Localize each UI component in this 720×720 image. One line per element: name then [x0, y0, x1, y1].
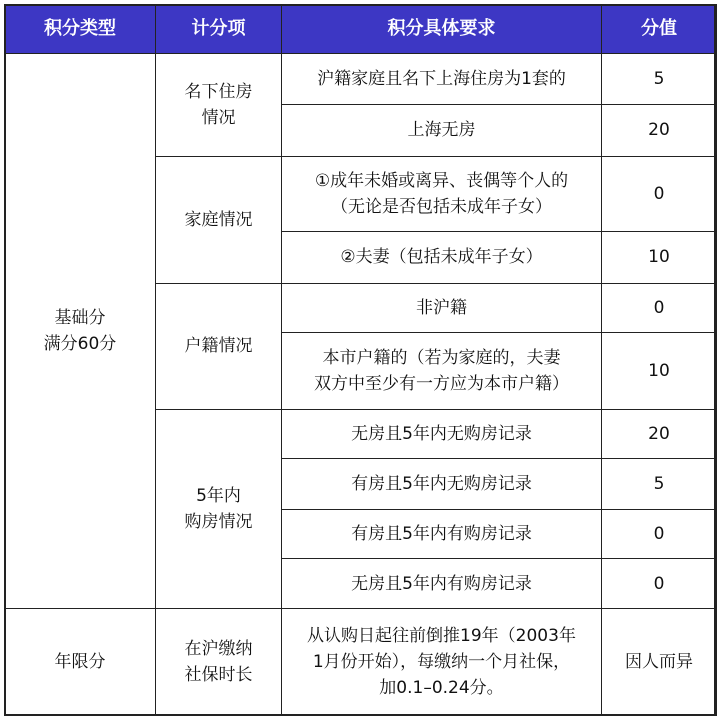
requirement-line: 从认购日起往前倒推19年（2003年 — [307, 626, 576, 647]
item-purchase-line2: 购房情况 — [184, 512, 253, 533]
requirement-cell: 无房且5年内有购房记录 — [282, 559, 602, 609]
type-basic-line1: 基础分 — [54, 308, 106, 329]
item-housing-line1: 名下住房 — [184, 81, 253, 102]
requirement-line: ①成年未婚或离异、丧偶等个人的 — [314, 170, 569, 191]
item-social-line2: 社保时长 — [184, 665, 253, 686]
item-social-line1: 在沪缴纳 — [184, 639, 253, 660]
requirement-line: （无论是否包括未成年子女） — [331, 196, 552, 217]
points-cell: 10 — [602, 231, 717, 283]
requirement-cell: 非沪籍 — [282, 283, 602, 332]
item-cell-purchase — [156, 409, 282, 608]
header-score-item: 计分项 — [156, 5, 282, 54]
requirement-cell: 沪籍家庭且名下上海住房为1套的 — [282, 54, 602, 105]
header-score-type: 积分类型 — [5, 5, 156, 54]
requirement-line: 加0.1–0.24分。 — [379, 678, 504, 699]
requirement-cell — [282, 332, 602, 409]
points-cell: 0 — [602, 559, 717, 609]
requirement-cell — [282, 156, 602, 231]
header-requirements: 积分具体要求 — [282, 5, 602, 54]
type-cell-years: 年限分 — [5, 609, 156, 716]
points-cell: 10 — [602, 332, 717, 409]
points-cell: 0 — [602, 156, 717, 231]
item-cell-family: 家庭情况 — [156, 156, 282, 283]
points-cell: 5 — [602, 458, 717, 509]
points-cell: 因人而异 — [602, 609, 717, 716]
points-cell: 5 — [602, 54, 717, 105]
item-cell-housing — [156, 54, 282, 157]
points-cell: 20 — [602, 409, 717, 458]
requirement-cell: 上海无房 — [282, 104, 602, 156]
item-housing-line2: 情况 — [201, 107, 236, 128]
requirement-cell — [282, 609, 602, 716]
requirement-cell: 无房且5年内无购房记录 — [282, 409, 602, 458]
type-cell-basic — [5, 54, 156, 609]
table-row — [5, 609, 717, 716]
requirement-line: 本市户籍的（若为家庭的，夫妻 — [322, 347, 561, 368]
scoring-table-container — [4, 4, 716, 716]
requirement-cell: ②夫妻（包括未成年子女） — [282, 231, 602, 283]
requirement-cell: 有房且5年内无购房记录 — [282, 458, 602, 509]
item-purchase-line1: 5年内 — [196, 486, 241, 507]
requirement-line: 1月份开始），每缴纳一个月社保， — [312, 652, 571, 673]
table-row — [5, 54, 717, 105]
requirement-line: 双方中至少有一方应为本市户籍） — [314, 373, 569, 394]
type-basic-line2: 满分60分 — [43, 334, 117, 355]
header-points: 分值 — [602, 5, 717, 54]
item-cell-hukou: 户籍情况 — [156, 283, 282, 409]
item-cell-social-insurance — [156, 609, 282, 716]
points-cell: 20 — [602, 104, 717, 156]
points-cell: 0 — [602, 509, 717, 559]
requirement-cell: 有房且5年内有购房记录 — [282, 509, 602, 559]
points-cell: 0 — [602, 283, 717, 332]
header-row — [5, 5, 717, 54]
scoring-table — [4, 4, 717, 716]
